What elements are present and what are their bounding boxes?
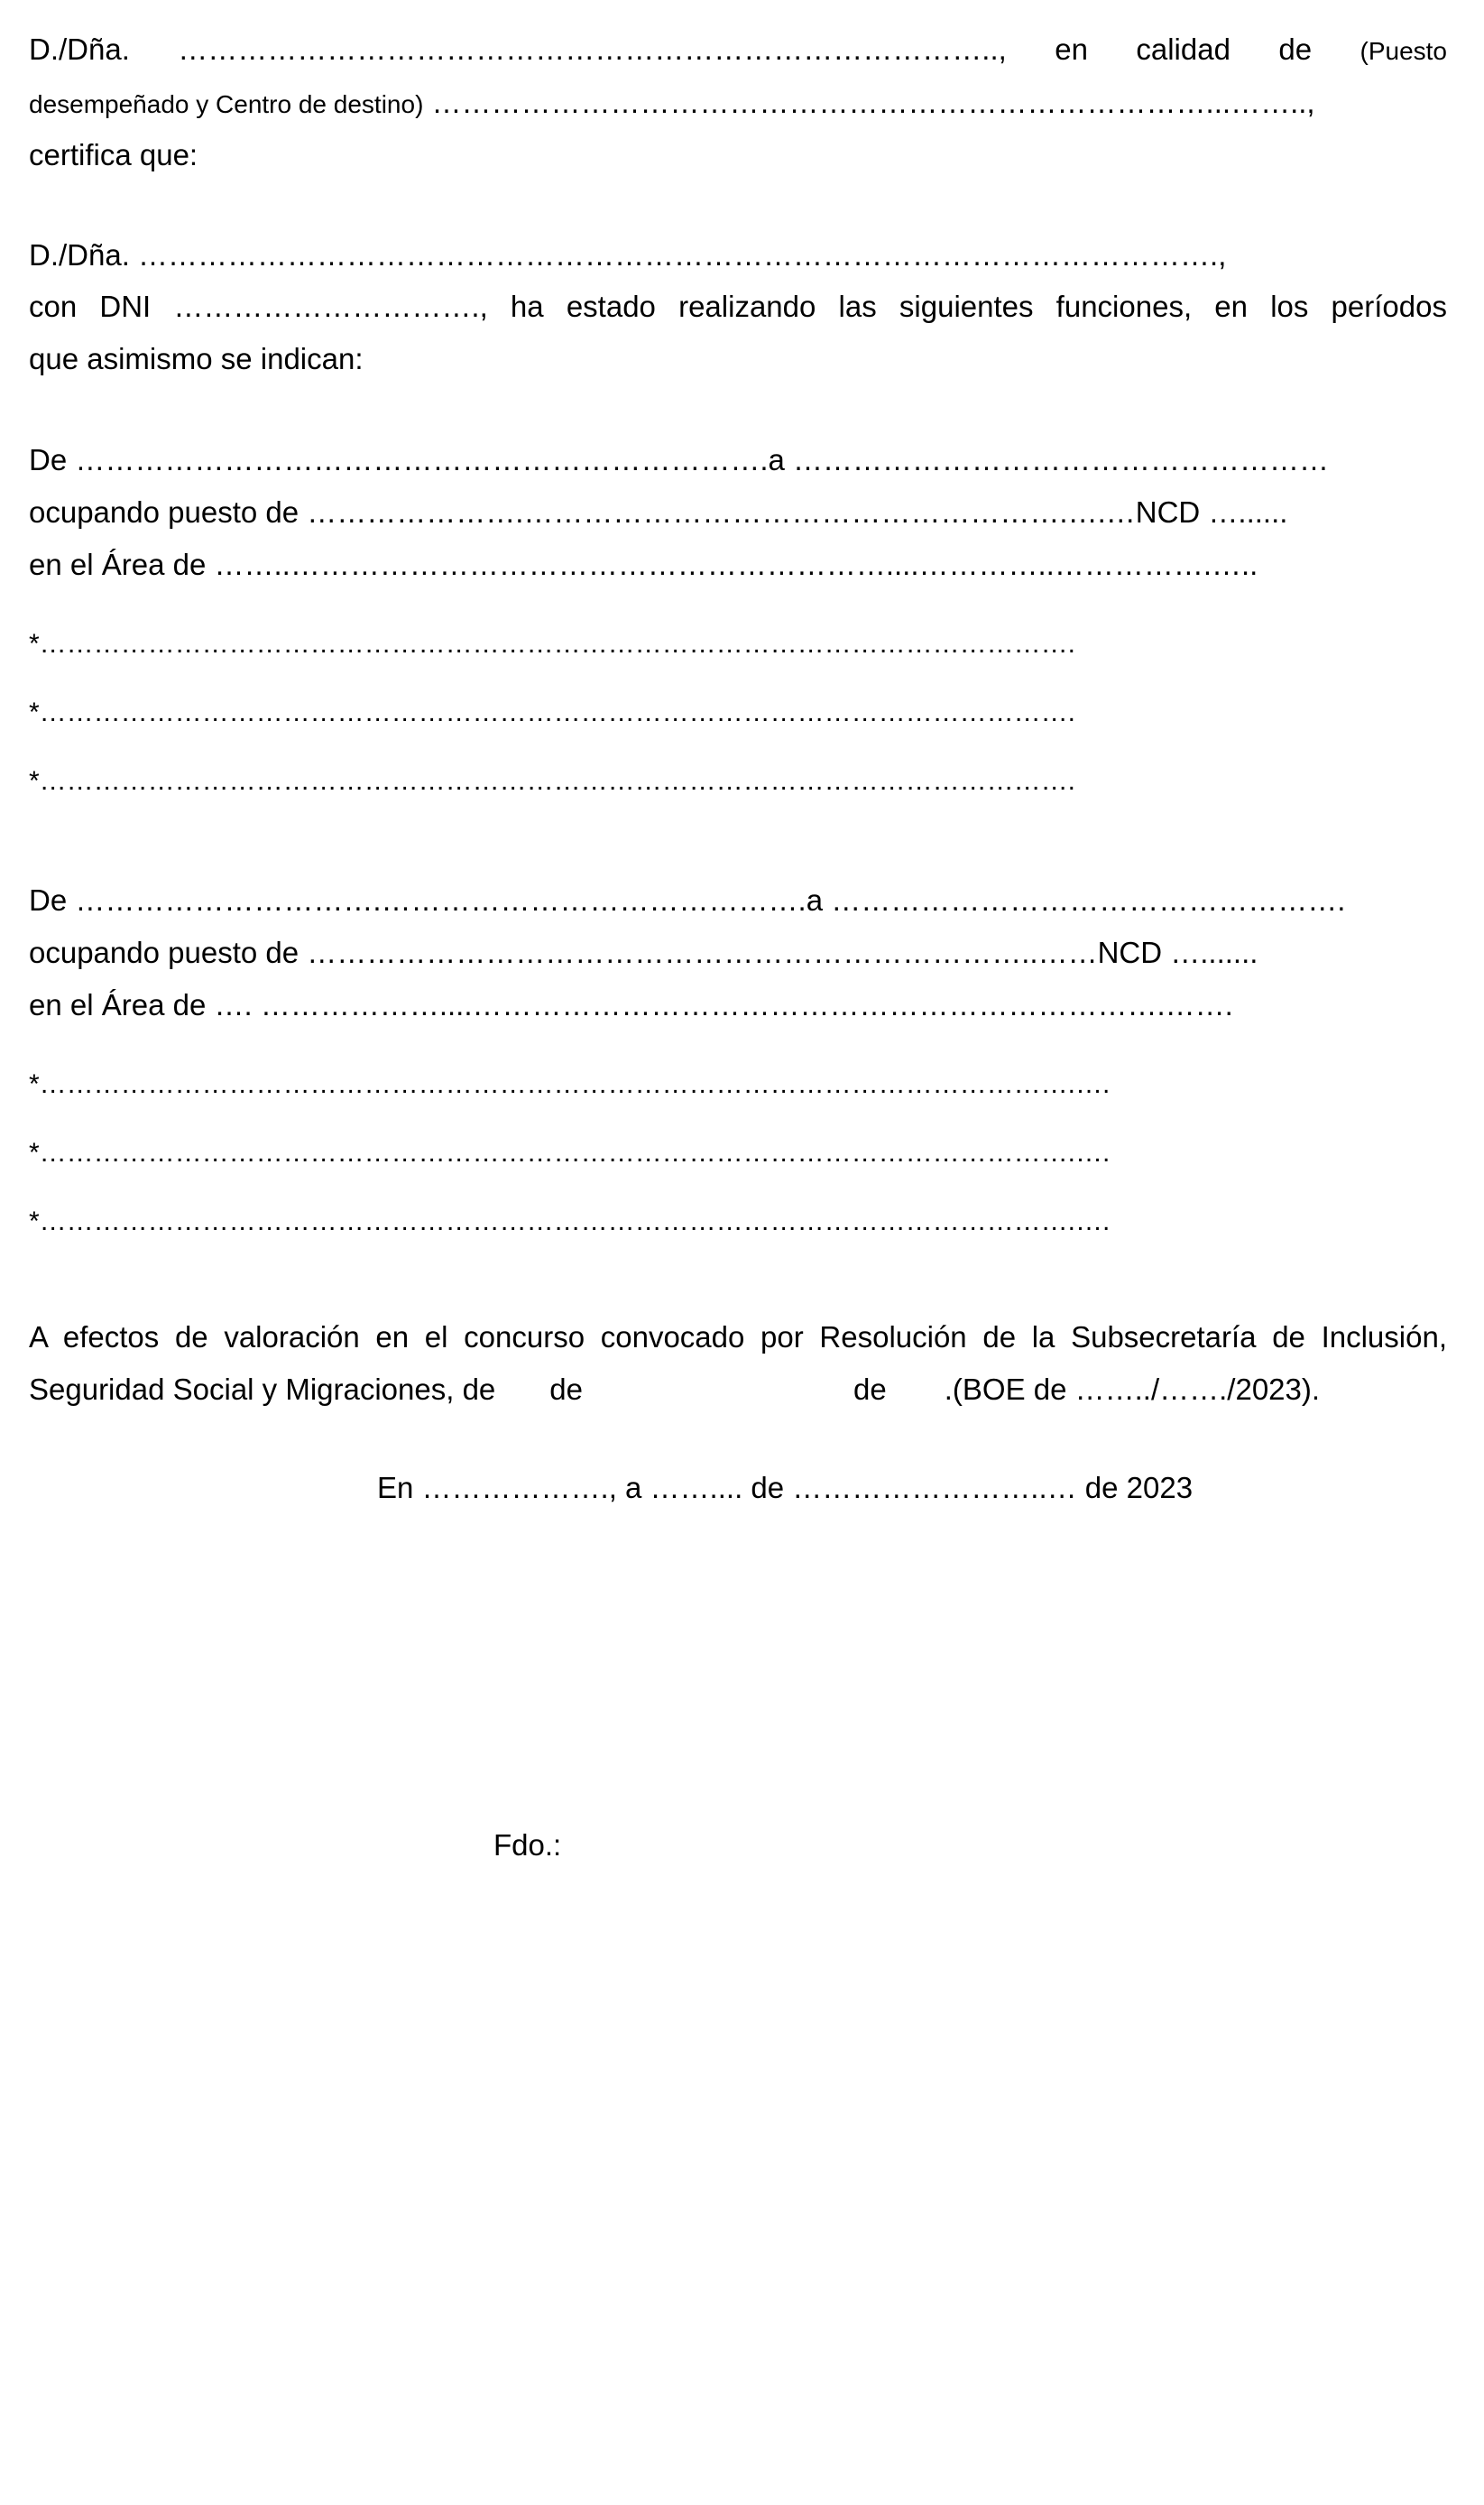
period-1-task: *……………………………………………………………………………………………………. xyxy=(29,698,1076,727)
effects-text: A efectos de valoración en el concurso convocado por Resolución de la Subsecretaría de Inclusión, xyxy=(29,1320,1447,1354)
place-date-line: En ………………., a …….... de ……………………..… de 2023 xyxy=(377,1471,1194,1504)
boe-date-field: .(BOE de ……../……./2023). xyxy=(944,1373,1321,1406)
certifier-name-field: D./Dña. ……………………………………………………………………….., en calidad de xyxy=(29,32,1360,66)
effects-text-cont: Seguridad Social y Migraciones, de xyxy=(29,1373,496,1406)
period-2-dates: De ………………………….…………………………………….a ……………………………………………. xyxy=(29,883,1346,917)
effects-resolution-line xyxy=(29,1372,1320,1408)
position-field: ……………………………………………………………………...…….., xyxy=(423,86,1315,119)
person-name-field: D./Dña. ………………………………………………………………………………………………., xyxy=(29,238,1227,272)
position-label: (Puesto xyxy=(1360,37,1447,65)
resolution-date-de: de xyxy=(549,1373,584,1406)
period-2-position: ocupando puesto de ………………………………………………………………..……NCD …....... xyxy=(29,936,1258,969)
period-2-task: *…………………………………………………………………………………………………….…. xyxy=(29,1206,1111,1236)
period-1-task: *……………………………………………………………………………………………………. xyxy=(29,629,1076,659)
certifies-text: certifica que: xyxy=(29,138,198,171)
resolution-year-de: de xyxy=(853,1373,887,1406)
periods-intro: que asimismo se indican: xyxy=(29,342,364,375)
signature-label: Fdo.: xyxy=(493,1828,562,1862)
period-1-area: en el Área de ……..……………………………………………………....…………..…………….….. xyxy=(29,548,1258,581)
position-label-cont: desempeñado y Centro de destino) xyxy=(29,90,424,118)
dni-line: con DNI …………………………., ha estado realizando las siguientes funciones, en los períodos xyxy=(29,290,1447,323)
period-1-position: ocupando puesto de ………………….……………………………………………….….…NCD …...... xyxy=(29,495,1288,529)
period-2-area: en el Área de …. ………………....…………………………………………………………….……. xyxy=(29,988,1233,1021)
position-line xyxy=(29,85,1315,123)
period-2-task: *…………………………………………………………………………………………………….…. xyxy=(29,1138,1111,1168)
period-1-task: *……………………………………………………………………………………………………. xyxy=(29,766,1076,796)
period-2-task: *…………………………………………………………………………………………………….…. xyxy=(29,1069,1111,1099)
certifier-line xyxy=(29,32,1447,69)
period-1-dates: De …………………………………………………………….a ……………………………………………… xyxy=(29,443,1330,476)
